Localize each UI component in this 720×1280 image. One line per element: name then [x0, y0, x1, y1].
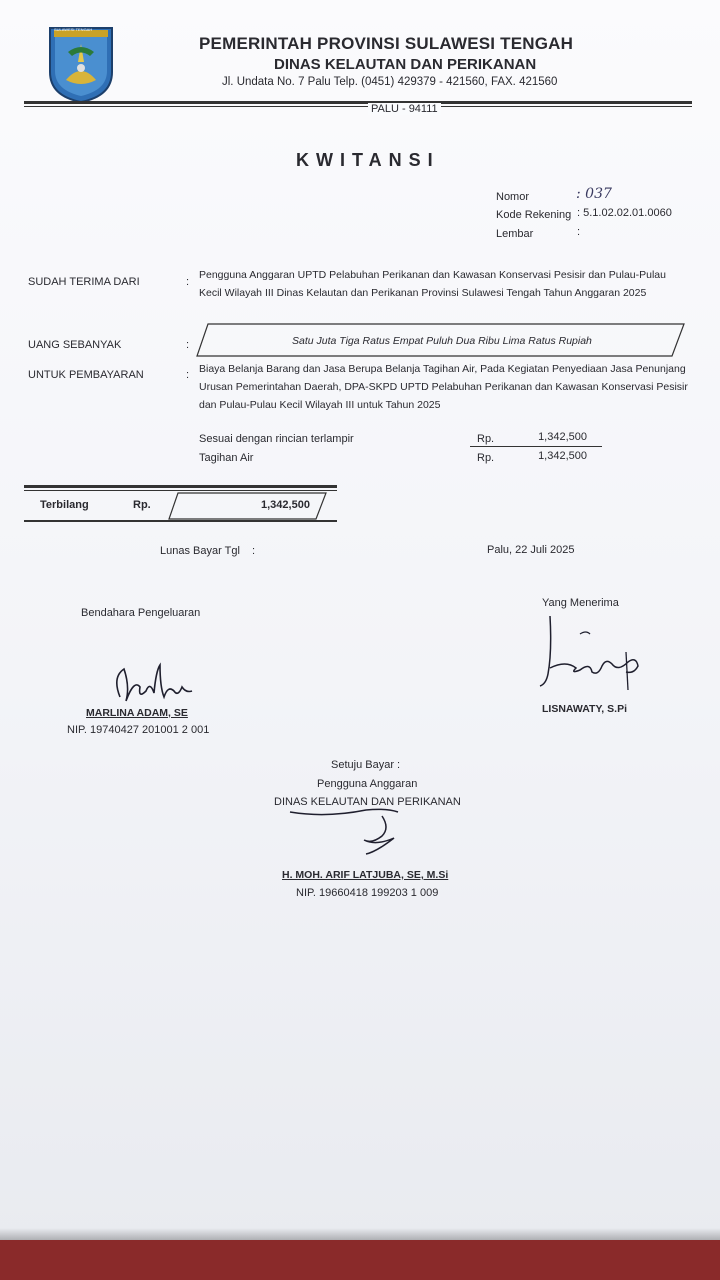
paper-bottom-shadow: [0, 1228, 720, 1240]
received-from-colon: :: [186, 276, 190, 288]
nomor-label: Nomor: [496, 191, 530, 203]
detail-row-2-currency: Rp.: [477, 452, 495, 464]
provincial-emblem-icon: [46, 22, 116, 104]
treasurer-nip: NIP. 19740427 201001 2 001: [67, 724, 210, 736]
recipient-signature: [536, 612, 646, 696]
detail-row-2-label: Tagihan Air: [199, 452, 254, 464]
lembar-value: :: [577, 226, 581, 238]
approver-signature: [286, 798, 416, 860]
detail-row-1-currency: Rp.: [477, 433, 495, 445]
postal-code: PALU - 94111: [368, 103, 441, 115]
approval-office: DINAS KELAUTAN DAN PERIKANAN: [274, 796, 461, 808]
place-date: Palu, 22 Juli 2025: [487, 544, 575, 556]
treasurer-name: MARLINA ADAM, SE: [86, 707, 188, 719]
received-from-value: Pengguna Anggaran UPTD Pelabuhan Perikanan dan Kawasan Konservasi Pesisir dan Pulau-Pulau Kecil Wilayah III Dinas Kelautan dan Perikanan Provinsi Sulawesi Tengah Tahun Anggaran 2025: [199, 269, 666, 299]
approval-title: Setuju Bayar :: [331, 759, 401, 771]
emblem-caption: SULAWESI TENGAH: [54, 27, 93, 32]
amount-words-label: UANG SEBANYAK: [28, 339, 122, 351]
paid-date-label: Lunas Bayar Tgl: [160, 545, 240, 557]
treasurer-signature: [108, 657, 198, 709]
recipient-title: Yang Menerima: [542, 597, 619, 609]
purpose-label: UNTUK PEMBAYARAN: [28, 369, 144, 381]
agency-title: DINAS KELAUTAN DAN PERIKANAN: [274, 56, 537, 73]
terbilang-rule-bottom: [24, 520, 337, 522]
government-title: PEMERINTAH PROVINSI SULAWESI TENGAH: [199, 34, 574, 53]
detail-row-1-amount: 1,342,500: [538, 431, 587, 443]
kode-rekening-label: Kode Rekening: [496, 209, 572, 221]
approver-nip: NIP. 19660418 199203 1 009: [296, 887, 439, 899]
header-rule-thin: [24, 106, 692, 107]
approver-name: H. MOH. ARIF LATJUBA, SE, M.Si: [282, 869, 449, 881]
amount-words-value: Satu Juta Tiga Ratus Empat Puluh Dua Ribu Lima Ratus Rupiah: [292, 335, 592, 347]
recipient-name: LISNAWATY, S.Pi: [542, 703, 627, 715]
treasurer-title: Bendahara Pengeluaran: [81, 607, 201, 619]
nomor-value: : 037: [576, 186, 612, 202]
document-title: KWITANSI: [296, 150, 440, 170]
paid-date-colon: :: [252, 545, 256, 557]
received-from-label: SUDAH TERIMA DARI: [28, 276, 140, 288]
approval-role: Pengguna Anggaran: [317, 778, 418, 790]
purpose-value: Biaya Belanja Barang dan Jasa Berupa Belanja Tagihan Air, Pada Kegiatan Penyediaan Jasa Penunjang Urusan Pemerintahan Daerah, DPA-SKPD UPTD Pelabuhan Perikanan dan Kawasan Konservasi Pesisir dan Pulau-Pulau Kecil Wilayah III untuk Tahun 2025: [199, 363, 688, 411]
agency-address: Jl. Undata No. 7 Palu Telp. (0451) 429379 - 421560, FAX. 421560: [222, 76, 558, 88]
detail-sum-rule: [470, 446, 602, 447]
kode-rekening-value: : 5.1.02.02.01.0060: [577, 207, 672, 219]
lembar-label: Lembar: [496, 228, 534, 240]
detail-row-2-amount: 1,342,500: [538, 450, 587, 462]
header-rule-thick: [24, 101, 692, 104]
terbilang-currency: Rp.: [133, 499, 151, 511]
terbilang-amount: 1,342,500: [261, 499, 310, 511]
amount-words-colon: :: [186, 339, 190, 351]
terbilang-label: Terbilang: [40, 499, 89, 511]
purpose-colon: :: [186, 369, 190, 381]
detail-row-1-label: Sesuai dengan rincian terlampir: [199, 433, 354, 445]
terbilang-rule-top: [24, 485, 337, 488]
